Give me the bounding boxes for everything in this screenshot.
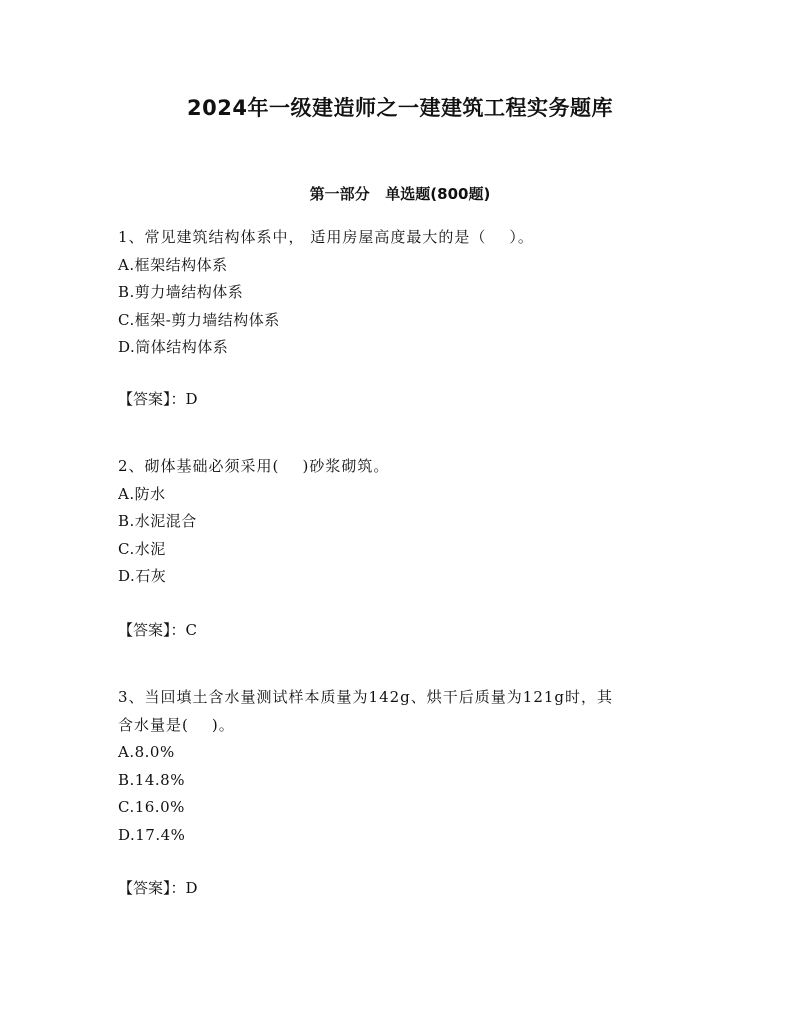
- option-b: B.14.8%: [118, 770, 185, 789]
- answer-label: 【答案】：: [118, 621, 186, 639]
- answer-value: D: [185, 879, 198, 897]
- answer-3: [118, 875, 198, 903]
- option-c: C.水泥: [118, 539, 166, 558]
- question-stem: [118, 224, 688, 252]
- stem-line: 含水量是( )。: [118, 715, 235, 734]
- option-a: A.防水: [118, 484, 166, 503]
- question-stem: [118, 453, 688, 481]
- stem-line: 2、砌体基础必须采用( )砂浆砌筑。: [118, 457, 390, 475]
- option-b: B.水泥混合: [118, 512, 197, 530]
- question-stem: [118, 684, 688, 739]
- stem-line: 3、当回填土含水量测试样本质量为142g、烘干后质量为121g时，其: [118, 688, 614, 706]
- option-b: B.剪力墙结构体系: [118, 283, 244, 301]
- answer-value: C: [185, 621, 197, 639]
- option-c: C.16.0%: [118, 798, 185, 816]
- answer-1: [118, 386, 198, 414]
- document-title: 2024年一级建造师之一建建筑工程实务题库: [187, 96, 613, 120]
- answer-label: 【答案】：: [118, 879, 186, 897]
- answer-2: [118, 617, 197, 645]
- section-heading: 第一部分 单选题(800题): [309, 185, 491, 203]
- option-a: A.框架结构体系: [118, 255, 228, 274]
- question-3: [118, 684, 688, 849]
- answer-value: D: [185, 390, 198, 408]
- option-d: D.筒体结构体系: [118, 338, 229, 356]
- question-1: [118, 224, 688, 362]
- option-d: D.17.4%: [118, 825, 186, 844]
- question-2: [118, 453, 688, 591]
- option-a: A.8.0%: [118, 743, 175, 761]
- option-d: D.石灰: [118, 567, 167, 585]
- option-c: C.框架-剪力墙结构体系: [118, 310, 280, 329]
- stem-line: 1、常见建筑结构体系中， 适用房屋高度最大的是（ ）。: [118, 228, 534, 246]
- answer-label: 【答案】：: [118, 390, 186, 408]
